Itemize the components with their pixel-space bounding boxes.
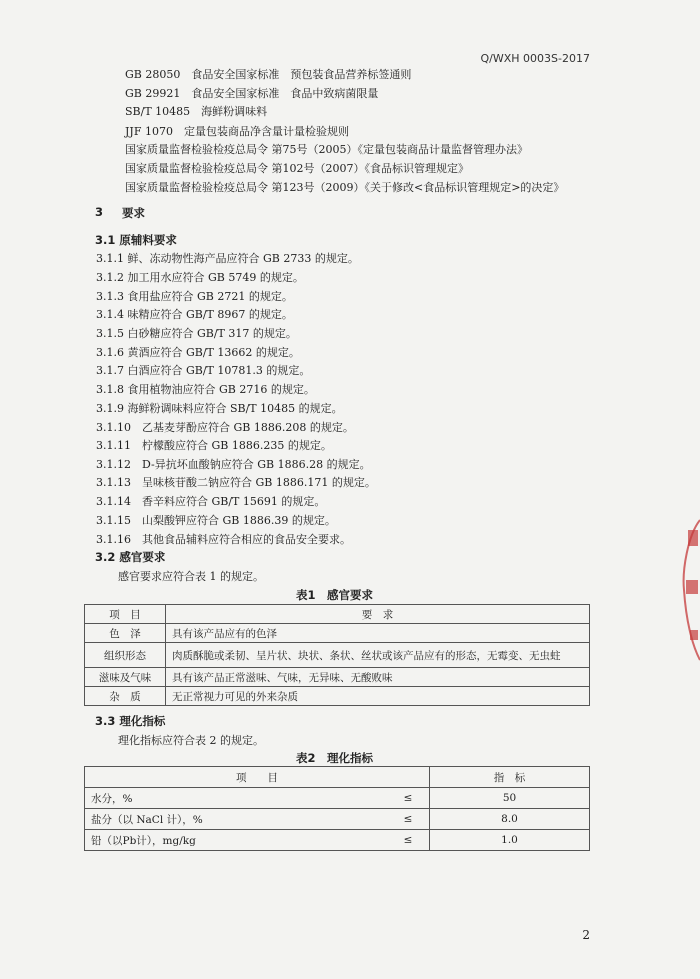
list-item: 3.1.13 呈味核苷酸二钠应符合 GB 1886.171 的规定。 bbox=[96, 476, 376, 489]
list-item: 3.1.2 加工用水应符合 GB 5749 的规定。 bbox=[96, 271, 304, 284]
sensory-table bbox=[84, 604, 590, 706]
paragraph: 理化指标应符合表 2 的规定。 bbox=[118, 734, 264, 747]
list-item: 3.1.16 其他食品辅料应符合相应的食品安全要求。 bbox=[96, 533, 351, 546]
subsection-title: 3.2 感官要求 bbox=[95, 550, 166, 564]
table-cell: 盐分（以 NaCl 计），% bbox=[85, 809, 388, 830]
table-header-row bbox=[85, 605, 590, 624]
list-item: 3.1.9 海鲜粉调味料应符合 SB/T 10485 的规定。 bbox=[96, 402, 343, 415]
reference-line: SB/T 10485 海鲜粉调味料 bbox=[125, 105, 268, 118]
section-number: 3 bbox=[95, 205, 104, 219]
list-item: 3.1.7 白酒应符合 GB/T 10781.3 的规定。 bbox=[96, 364, 311, 377]
table-cell: ≤ bbox=[387, 830, 430, 851]
table-header-cell: 项 目 bbox=[85, 605, 166, 624]
reference-line: 国家质量监督检验检疫总局令 第102号（2007）《食品标识管理规定》 bbox=[125, 162, 469, 175]
table-cell: 滋味及气味 bbox=[85, 668, 166, 687]
table-header-cell: 指 标 bbox=[430, 767, 590, 788]
list-item: 3.1.5 白砂糖应符合 GB/T 317 的规定。 bbox=[96, 327, 297, 340]
paragraph: 感官要求应符合表 1 的规定。 bbox=[118, 570, 264, 583]
table-cell: 肉质酥脆或柔韧、呈片状、块状、条状、丝状或该产品应有的形态，无霉变、无虫蛀 bbox=[166, 643, 590, 668]
list-item: 3.1.6 黄酒应符合 GB/T 13662 的规定。 bbox=[96, 346, 300, 359]
reference-line: GB 28050 食品安全国家标准 预包装食品营养标签通则 bbox=[125, 68, 412, 81]
table-header-cell: 项 目 bbox=[85, 767, 430, 788]
table-row bbox=[85, 624, 590, 643]
list-item: 3.1.1 鲜、冻动物性海产品应符合 GB 2733 的规定。 bbox=[96, 252, 359, 265]
list-item: 3.1.4 味精应符合 GB/T 8967 的规定。 bbox=[96, 308, 293, 321]
table-cell: 50 bbox=[430, 788, 590, 809]
table-cell: 1.0 bbox=[430, 830, 590, 851]
table-cell: 杂 质 bbox=[85, 687, 166, 706]
reference-line: 国家质量监督检验检疫总局令 第123号（2009）《关于修改<食品标识管理规定>的决定》 bbox=[125, 181, 565, 194]
document-code: Q/WXH 0003S-2017 bbox=[480, 52, 590, 65]
table-cell: 具有该产品正常滋味、气味，无异味、无酸败味 bbox=[166, 668, 590, 687]
table-row bbox=[85, 643, 590, 668]
table-cell: 色 泽 bbox=[85, 624, 166, 643]
table-row bbox=[85, 830, 590, 851]
table-cell: 无正常视力可见的外来杂质 bbox=[166, 687, 590, 706]
table-cell: 8.0 bbox=[430, 809, 590, 830]
table-header-row bbox=[85, 767, 590, 788]
table-cell: 组织形态 bbox=[85, 643, 166, 668]
list-item: 3.1.15 山梨酸钾应符合 GB 1886.39 的规定。 bbox=[96, 514, 336, 527]
reference-line: 国家质量监督检验检疫总局令 第75号（2005）《定量包装商品计量监督管理办法》 bbox=[125, 143, 528, 156]
section-title: 要求 bbox=[122, 206, 145, 220]
list-item: 3.1.14 香辛料应符合 GB/T 15691 的规定。 bbox=[96, 495, 326, 508]
list-item: 3.1.12 D-异抗坏血酸钠应符合 GB 1886.28 的规定。 bbox=[96, 458, 371, 471]
list-item: 3.1.11 柠檬酸应符合 GB 1886.235 的规定。 bbox=[96, 439, 332, 452]
list-item: 3.1.8 食用植物油应符合 GB 2716 的规定。 bbox=[96, 383, 315, 396]
table-caption: 表2 理化指标 bbox=[296, 751, 374, 765]
table-row bbox=[85, 668, 590, 687]
table-cell: 水分，% bbox=[85, 788, 388, 809]
table-row bbox=[85, 687, 590, 706]
table-cell: ≤ bbox=[387, 788, 430, 809]
seal-stamp-icon bbox=[678, 510, 700, 670]
table-header-cell: 要 求 bbox=[166, 605, 590, 624]
list-item: 3.1.10 乙基麦芽酚应符合 GB 1886.208 的规定。 bbox=[96, 421, 354, 434]
subsection-title: 3.3 理化指标 bbox=[95, 714, 166, 728]
table-cell: 铅（以Pb计），mg/kg bbox=[85, 830, 388, 851]
table-cell: 具有该产品应有的色泽 bbox=[166, 624, 590, 643]
table-caption: 表1 感官要求 bbox=[296, 588, 374, 602]
list-item: 3.1.3 食用盐应符合 GB 2721 的规定。 bbox=[96, 290, 293, 303]
table-cell: ≤ bbox=[387, 809, 430, 830]
reference-line: GB 29921 食品安全国家标准 食品中致病菌限量 bbox=[125, 87, 379, 100]
physicochemical-table bbox=[84, 766, 590, 851]
page-number: 2 bbox=[582, 928, 590, 942]
subsection-title: 3.1 原辅料要求 bbox=[95, 233, 177, 247]
table-row bbox=[85, 809, 590, 830]
reference-line: JJF 1070 定量包装商品净含量计量检验规则 bbox=[125, 125, 349, 138]
table-row bbox=[85, 788, 590, 809]
